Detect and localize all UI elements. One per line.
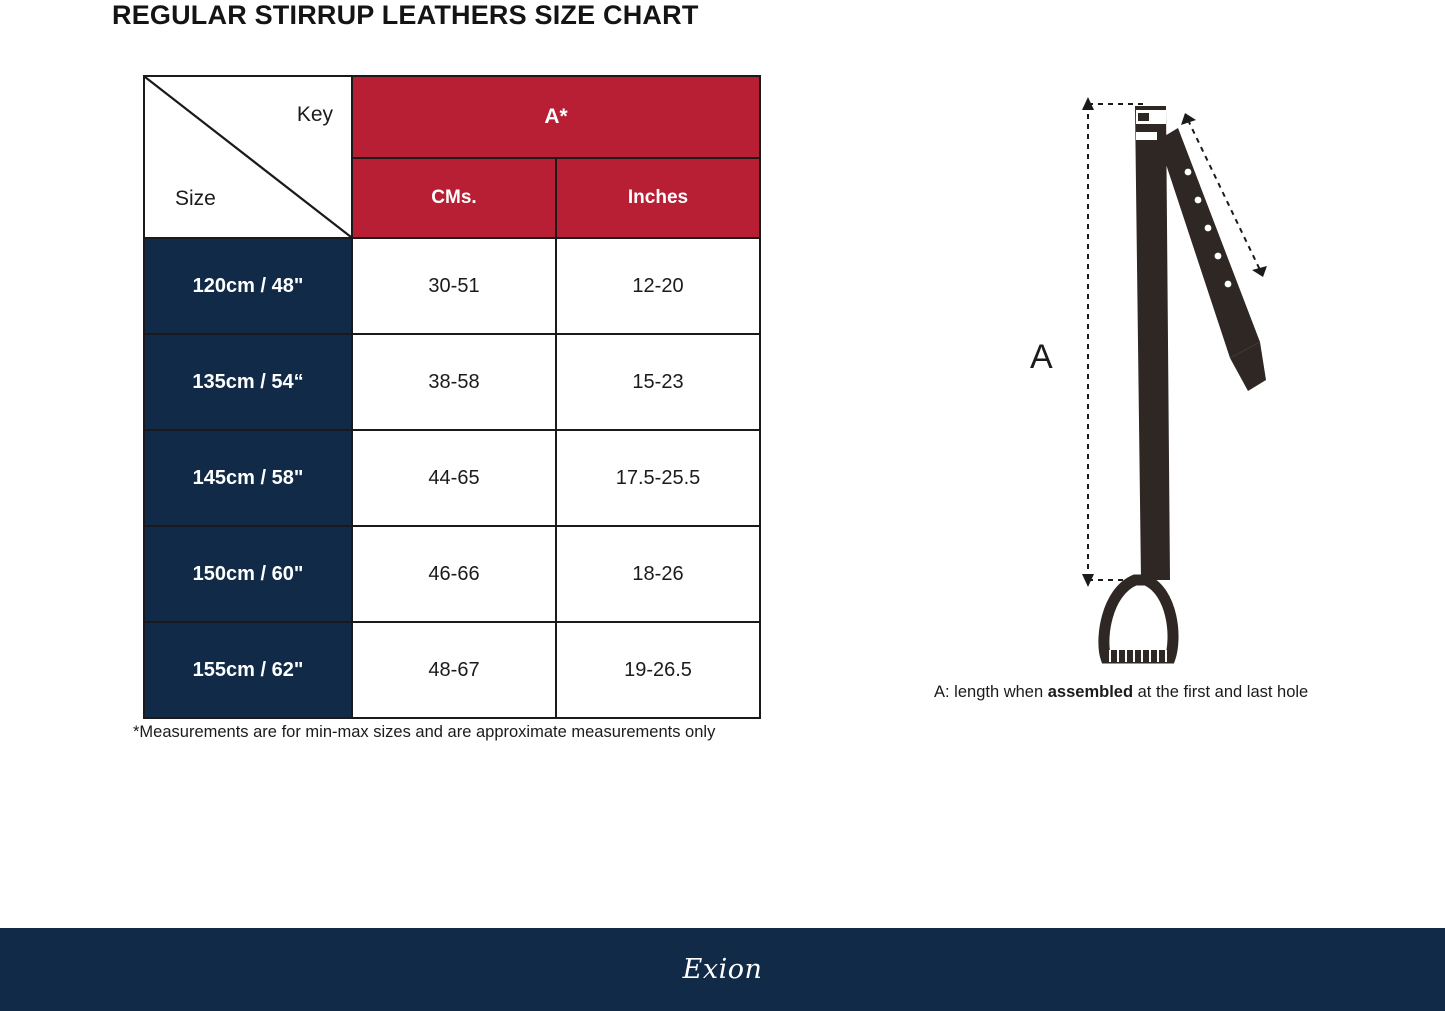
diagram-dimension-label-a: A xyxy=(1030,338,1053,376)
table-row xyxy=(144,622,760,718)
diagram-caption-prefix: A: length when xyxy=(934,683,1048,701)
row-inches-value: 19-26.5 xyxy=(556,622,760,718)
row-cms-value: 44-65 xyxy=(352,430,556,526)
row-cms-value: 46-66 xyxy=(352,526,556,622)
row-inches-value: 18-26 xyxy=(556,526,760,622)
table-row xyxy=(144,526,760,622)
row-inches-value: 17.5-25.5 xyxy=(556,430,760,526)
table-row xyxy=(144,334,760,430)
size-chart-table xyxy=(143,75,761,719)
column-header-inches: Inches xyxy=(556,158,760,238)
stirrup-leather-diagram xyxy=(930,80,1360,680)
row-size-label: 145cm / 58" xyxy=(144,430,352,526)
diagonal-divider-icon xyxy=(145,77,351,237)
column-header-cms: CMs. xyxy=(352,158,556,238)
table-corner-cell xyxy=(144,76,352,238)
corner-size-label: Size xyxy=(175,187,216,210)
table-row xyxy=(144,430,760,526)
diagram-caption-suffix: at the first and last hole xyxy=(1133,683,1309,701)
column-group-header-a: A* xyxy=(352,76,760,158)
diagram-caption-bold: assembled xyxy=(1047,683,1134,701)
footer-bar xyxy=(0,928,1445,1011)
brand-logo: Exion xyxy=(682,954,763,985)
row-size-label: 120cm / 48" xyxy=(144,238,352,334)
row-cms-value: 38-58 xyxy=(352,334,556,430)
measurement-footnote: *Measurements are for min-max sizes and are approximate measurements only xyxy=(133,723,716,741)
row-inches-value: 12-20 xyxy=(556,238,760,334)
table-header-row-1 xyxy=(144,76,760,158)
stirrup-leather-illustration-icon xyxy=(930,80,1360,680)
row-cms-value: 30-51 xyxy=(352,238,556,334)
page-title: REGULAR STIRRUP LEATHERS SIZE CHART xyxy=(112,0,699,30)
corner-key-label: Key xyxy=(296,103,333,126)
row-size-label: 135cm / 54“ xyxy=(144,334,352,430)
table-row xyxy=(144,238,760,334)
row-size-label: 150cm / 60" xyxy=(144,526,352,622)
diagram-caption xyxy=(934,683,1308,702)
row-inches-value: 15-23 xyxy=(556,334,760,430)
row-size-label: 155cm / 62" xyxy=(144,622,352,718)
row-cms-value: 48-67 xyxy=(352,622,556,718)
